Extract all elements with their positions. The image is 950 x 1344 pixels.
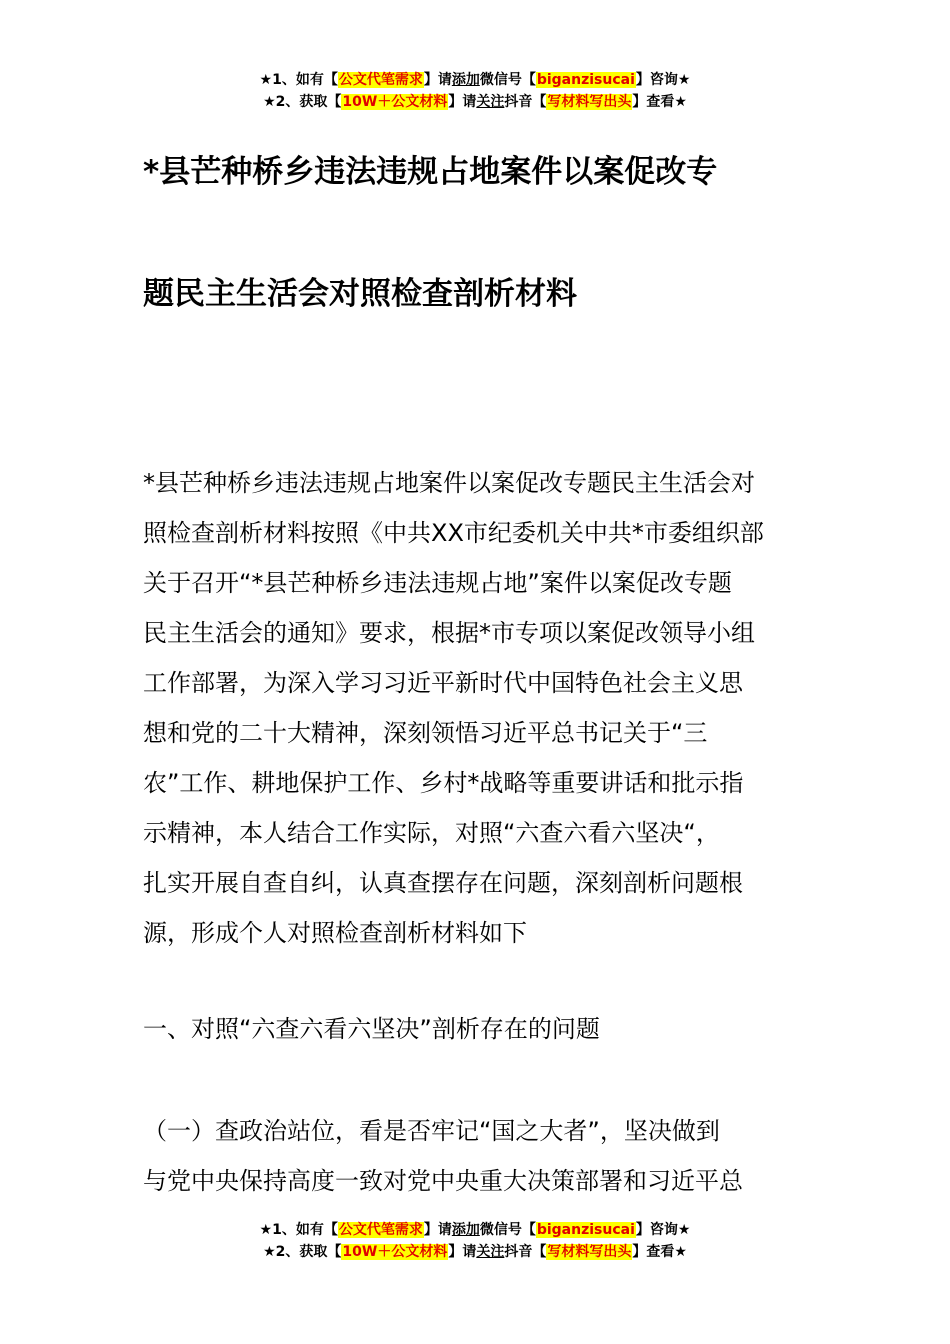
subsection-line: 与党中央保持高度一致对党中央重大决策部署和习近平总 <box>143 1167 743 1195</box>
subsection-paragraph-1 <box>143 1106 813 1206</box>
intro-line: 想和党的二十大精神，深刻领悟习近平总书记关于“三 <box>143 719 708 747</box>
highlight-douyin: 写材料写出头 <box>547 1244 632 1260</box>
intro-line: 民主生活会的通知》要求，根据*市专项以案促改领导小组 <box>143 619 755 647</box>
promo-line-1: ★1、如有【公文代笔需求】请添加微信号【biganzisucai】咨询★ <box>259 1222 691 1238</box>
promo-line-2: ★2、获取【10W＋公文材料】请关注抖音【写材料写出头】查看★ <box>263 1244 687 1260</box>
intro-line: 源，形成个人对照检查剖析材料如下 <box>143 919 527 947</box>
intro-line: 示精神，本人结合工作实际，对照“六查六看六坚决“， <box>143 819 720 847</box>
highlight-wechat-id: biganzisucai <box>536 1222 635 1238</box>
intro-line: 照检查剖析材料按照《中共XX市纪委机关中共*市委组织部 <box>143 519 764 547</box>
highlight-wechat-id: biganzisucai <box>536 72 635 88</box>
intro-line: *县芒种桥乡违法违规占地案件以案促改专题民主生活会对 <box>143 469 755 497</box>
promo-banner-bottom <box>0 1219 950 1263</box>
subsection-line: （一）查政治站位，看是否牢记“国之大者”，坚决做到 <box>143 1117 720 1145</box>
document-title-line-1: *县芒种桥乡违法违规占地案件以案促改专 <box>143 154 718 190</box>
highlight-ghostwriting: 公文代笔需求 <box>338 1222 423 1238</box>
highlight-materials: 10W＋公文材料 <box>342 1244 448 1260</box>
intro-line: 关于召开“*县芒种桥乡违法违规占地”案件以案促改专题 <box>143 569 732 597</box>
section-heading-1: 一、对照“六查六看六坚决”剖析存在的问题 <box>143 1015 600 1043</box>
intro-line: 扎实开展自查自纠，认真查摆存在问题，深刻剖析问题根 <box>143 869 743 897</box>
intro-paragraph <box>143 458 813 958</box>
highlight-materials: 10W＋公文材料 <box>342 94 448 110</box>
highlight-douyin: 写材料写出头 <box>547 94 632 110</box>
intro-line: 工作部署，为深入学习习近平新时代中国特色社会主义思 <box>143 669 743 697</box>
highlight-ghostwriting: 公文代笔需求 <box>338 72 423 88</box>
promo-line-1: ★1、如有【公文代笔需求】请添加微信号【biganzisucai】咨询★ <box>259 72 691 88</box>
promo-line-2: ★2、获取【10W＋公文材料】请关注抖音【写材料写出头】查看★ <box>263 94 687 110</box>
document-title-line-2: 题民主生活会对照检查剖析材料 <box>143 276 577 312</box>
promo-banner-top <box>0 69 950 113</box>
intro-line: 农”工作、耕地保护工作、乡村*战略等重要讲话和批示指 <box>143 769 744 797</box>
